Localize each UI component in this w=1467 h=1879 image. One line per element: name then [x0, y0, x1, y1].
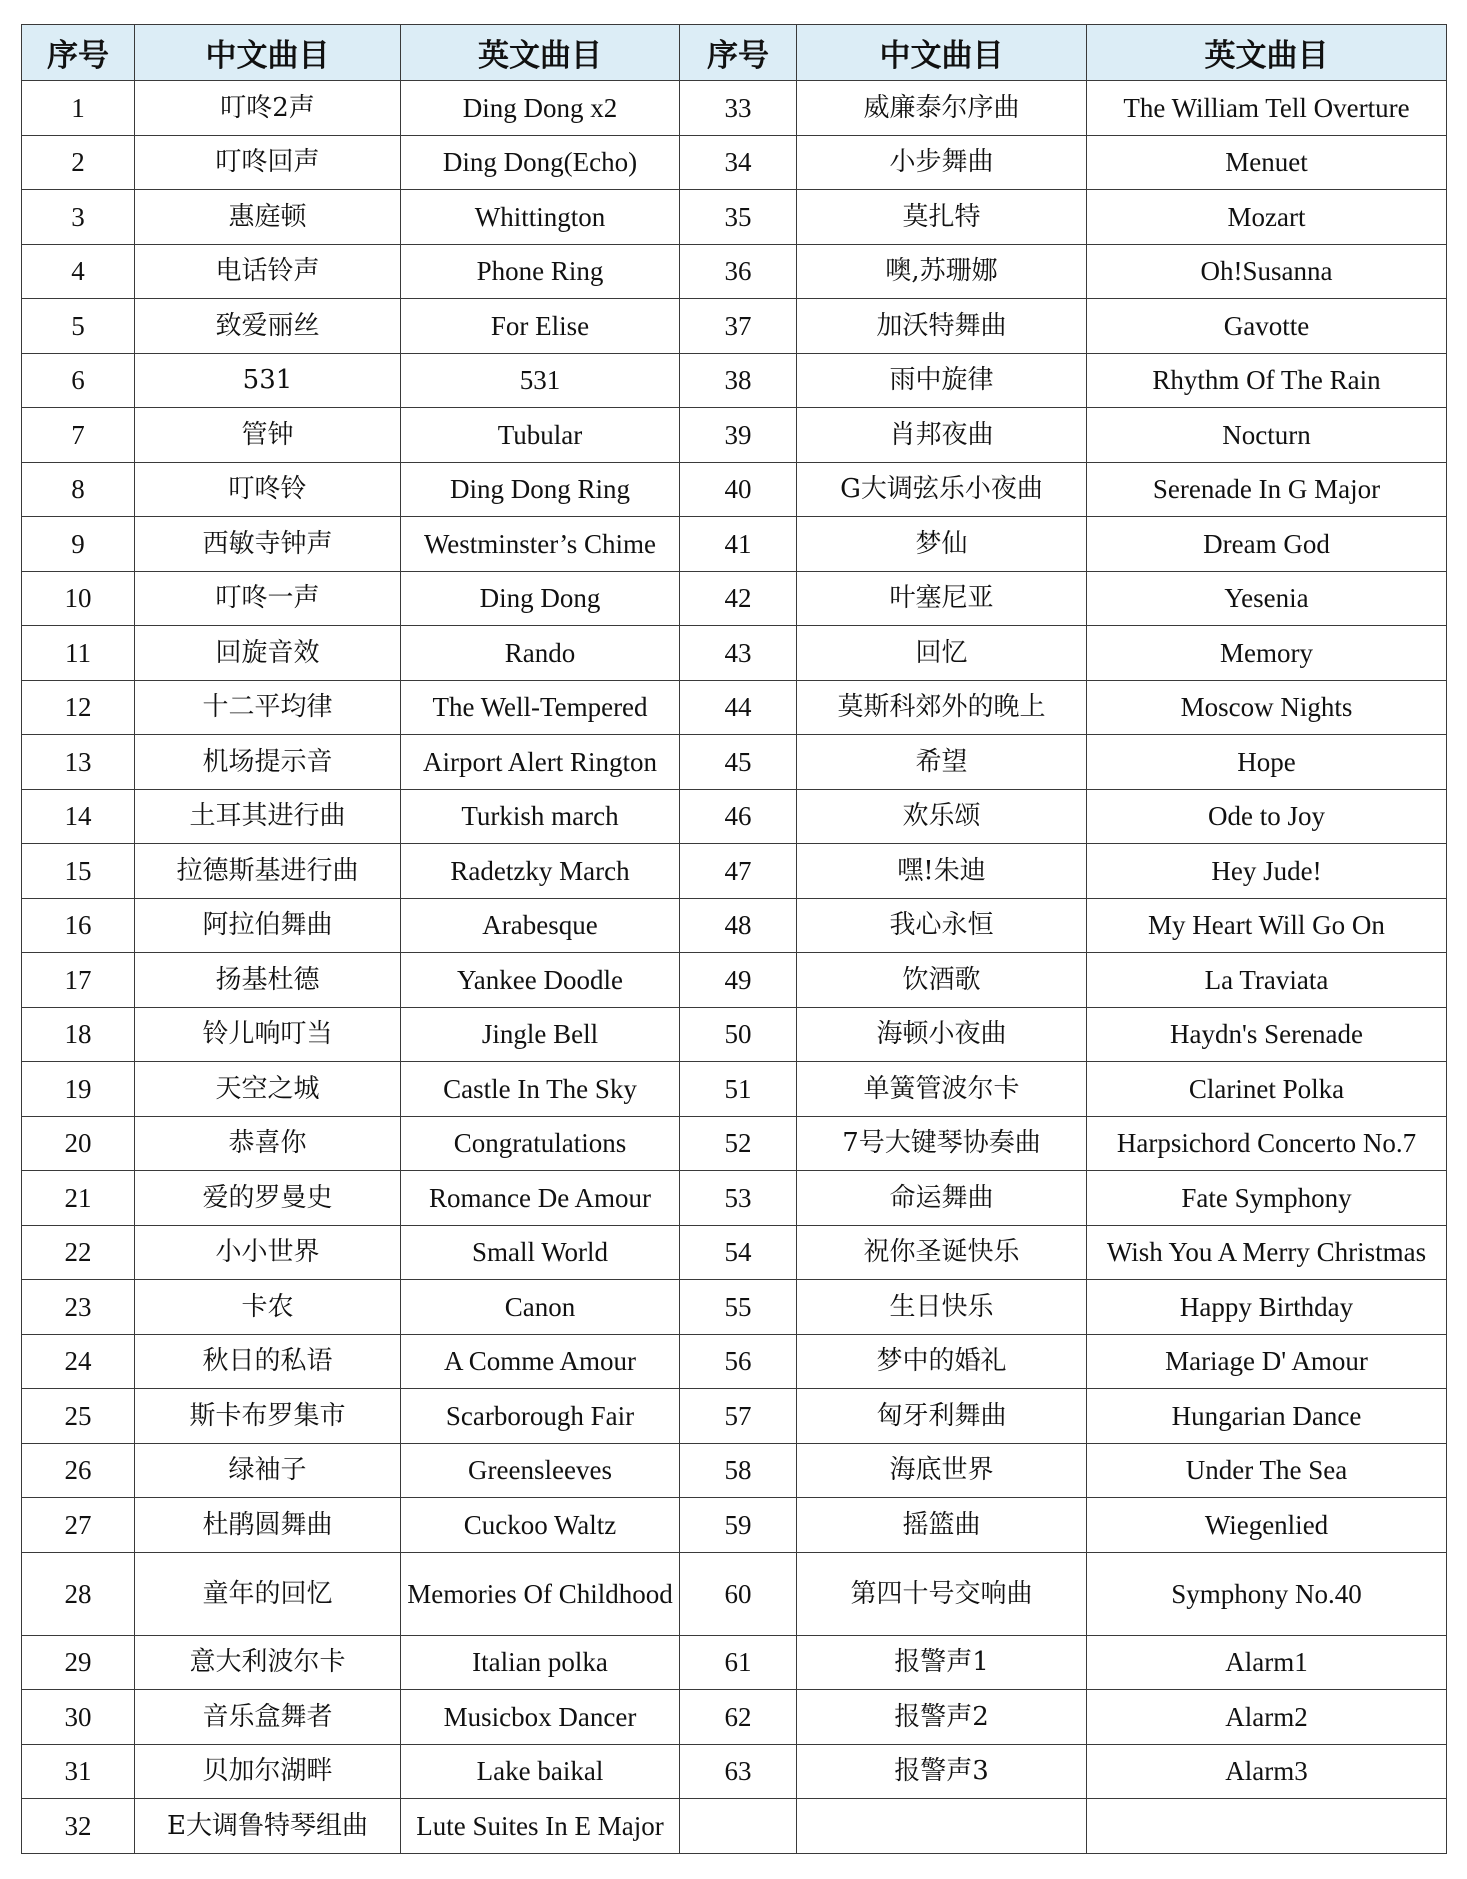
english-title-2: Gavotte — [1087, 299, 1447, 354]
english-title: Congratulations — [401, 1116, 680, 1171]
chinese-title: 阿拉伯舞曲 — [135, 898, 401, 953]
english-title: Westminster’s Chime — [401, 517, 680, 572]
english-title-2: Wiegenlied — [1087, 1498, 1447, 1553]
english-title: Tubular — [401, 408, 680, 463]
english-title: Canon — [401, 1280, 680, 1335]
chinese-title: 拉德斯基进行曲 — [135, 844, 401, 899]
chinese-title-2: 摇篮曲 — [797, 1498, 1087, 1553]
song-number-2: 51 — [680, 1062, 797, 1117]
english-title: Lake baikal — [401, 1744, 680, 1799]
song-number-2: 56 — [680, 1334, 797, 1389]
table-row — [22, 299, 1447, 354]
english-title-2: Oh!Susanna — [1087, 244, 1447, 299]
header-number-2: 序号 — [680, 25, 797, 81]
header-english-title: 英文曲目 — [401, 25, 680, 81]
song-number: 6 — [22, 353, 135, 408]
english-title-2: My Heart Will Go On — [1087, 898, 1447, 953]
song-number: 25 — [22, 1389, 135, 1444]
english-title: Greensleeves — [401, 1443, 680, 1498]
song-number: 17 — [22, 953, 135, 1008]
chinese-title-2: 莫扎特 — [797, 190, 1087, 245]
english-title-2: Memory — [1087, 626, 1447, 681]
chinese-title: 爱的罗曼史 — [135, 1171, 401, 1226]
english-title: Ding Dong Ring — [401, 462, 680, 517]
song-number-2: 52 — [680, 1116, 797, 1171]
table-row — [22, 1744, 1447, 1799]
song-number: 21 — [22, 1171, 135, 1226]
table-row — [22, 1799, 1447, 1854]
song-number: 4 — [22, 244, 135, 299]
song-number-2: 59 — [680, 1498, 797, 1553]
table-row — [22, 789, 1447, 844]
header-english-title-2: 英文曲目 — [1087, 25, 1447, 81]
song-number-2: 46 — [680, 789, 797, 844]
english-title-2: Mariage D' Amour — [1087, 1334, 1447, 1389]
english-title-2: La Traviata — [1087, 953, 1447, 1008]
english-title: Musicbox Dancer — [401, 1690, 680, 1745]
table-row — [22, 408, 1447, 463]
song-number: 28 — [22, 1552, 135, 1635]
english-title: Radetzky March — [401, 844, 680, 899]
song-number-2: 35 — [680, 190, 797, 245]
song-number: 23 — [22, 1280, 135, 1335]
table-row — [22, 680, 1447, 735]
song-number: 3 — [22, 190, 135, 245]
english-title-2: Dream God — [1087, 517, 1447, 572]
chinese-title-2: 希望 — [797, 735, 1087, 790]
english-title: Yankee Doodle — [401, 953, 680, 1008]
chinese-title-2: 威廉泰尔序曲 — [797, 81, 1087, 136]
song-number-2: 34 — [680, 135, 797, 190]
song-number: 2 — [22, 135, 135, 190]
chinese-title-2: G大调弦乐小夜曲 — [797, 462, 1087, 517]
table-row — [22, 190, 1447, 245]
english-title-2: Yesenia — [1087, 571, 1447, 626]
chinese-title: 惠庭顿 — [135, 190, 401, 245]
chinese-title-2: 报警声3 — [797, 1744, 1087, 1799]
chinese-title: 回旋音效 — [135, 626, 401, 681]
english-title: A Comme Amour — [401, 1334, 680, 1389]
song-number-2: 61 — [680, 1635, 797, 1690]
table-header — [22, 25, 1447, 81]
english-title: Airport Alert Rington — [401, 735, 680, 790]
chinese-title: 意大利波尔卡 — [135, 1635, 401, 1690]
english-title-2: Under The Sea — [1087, 1443, 1447, 1498]
chinese-title-2: 肖邦夜曲 — [797, 408, 1087, 463]
chinese-title: 铃儿响叮当 — [135, 1007, 401, 1062]
english-title-2: Hope — [1087, 735, 1447, 790]
english-title-2: Hey Jude! — [1087, 844, 1447, 899]
song-number-2: 45 — [680, 735, 797, 790]
table-row — [22, 1690, 1447, 1745]
english-title: The Well-Tempered — [401, 680, 680, 735]
song-number: 15 — [22, 844, 135, 899]
chinese-title: 天空之城 — [135, 1062, 401, 1117]
song-number-2: 39 — [680, 408, 797, 463]
english-title-2: Haydn's Serenade — [1087, 1007, 1447, 1062]
chinese-title-2: 饮酒歌 — [797, 953, 1087, 1008]
song-number: 7 — [22, 408, 135, 463]
song-number: 16 — [22, 898, 135, 953]
song-number-2: 53 — [680, 1171, 797, 1226]
song-number: 29 — [22, 1635, 135, 1690]
song-number-2: 47 — [680, 844, 797, 899]
english-title-2: Wish You A Merry Christmas — [1087, 1225, 1447, 1280]
table-row — [22, 735, 1447, 790]
song-number-2: 44 — [680, 680, 797, 735]
english-title: Castle In The Sky — [401, 1062, 680, 1117]
chinese-title-2: 报警声2 — [797, 1690, 1087, 1745]
english-title: Jingle Bell — [401, 1007, 680, 1062]
table-body — [22, 81, 1447, 1854]
song-number: 26 — [22, 1443, 135, 1498]
english-title: Arabesque — [401, 898, 680, 953]
song-number-2: 49 — [680, 953, 797, 1008]
chinese-title: 土耳其进行曲 — [135, 789, 401, 844]
english-title-2: Happy Birthday — [1087, 1280, 1447, 1335]
chinese-title: 秋日的私语 — [135, 1334, 401, 1389]
song-number: 18 — [22, 1007, 135, 1062]
song-number-2: 42 — [680, 571, 797, 626]
english-title: Turkish march — [401, 789, 680, 844]
song-number: 14 — [22, 789, 135, 844]
song-number-2: 58 — [680, 1443, 797, 1498]
song-number-2: 33 — [680, 81, 797, 136]
english-title-2: Alarm2 — [1087, 1690, 1447, 1745]
chinese-title-2: 命运舞曲 — [797, 1171, 1087, 1226]
english-title: Ding Dong(Echo) — [401, 135, 680, 190]
song-number: 9 — [22, 517, 135, 572]
english-title: Ding Dong x2 — [401, 81, 680, 136]
english-title: Cuckoo Waltz — [401, 1498, 680, 1553]
chinese-title: 小小世界 — [135, 1225, 401, 1280]
chinese-title: 扬基杜德 — [135, 953, 401, 1008]
song-number-2: 50 — [680, 1007, 797, 1062]
song-number-2: 36 — [680, 244, 797, 299]
table-row — [22, 898, 1447, 953]
song-number: 1 — [22, 81, 135, 136]
song-number-2: 48 — [680, 898, 797, 953]
english-title-2: Mozart — [1087, 190, 1447, 245]
english-title-2: Hungarian Dance — [1087, 1389, 1447, 1444]
chinese-title: 管钟 — [135, 408, 401, 463]
song-number-2: 57 — [680, 1389, 797, 1444]
header-number: 序号 — [22, 25, 135, 81]
song-number: 30 — [22, 1690, 135, 1745]
song-number-2: 37 — [680, 299, 797, 354]
english-title-2: Alarm1 — [1087, 1635, 1447, 1690]
chinese-title: 531 — [135, 353, 401, 408]
song-number: 20 — [22, 1116, 135, 1171]
song-number: 19 — [22, 1062, 135, 1117]
english-title-2: Alarm3 — [1087, 1744, 1447, 1799]
chinese-title: 西敏寺钟声 — [135, 517, 401, 572]
song-number-2 — [680, 1799, 797, 1854]
english-title-2 — [1087, 1799, 1447, 1854]
ringtone-table — [21, 24, 1447, 1854]
table-row — [22, 1280, 1447, 1335]
song-number-2: 41 — [680, 517, 797, 572]
song-number: 12 — [22, 680, 135, 735]
chinese-title: 绿袖子 — [135, 1443, 401, 1498]
english-title-2: Fate Symphony — [1087, 1171, 1447, 1226]
chinese-title-2: 嘿!朱迪 — [797, 844, 1087, 899]
song-number: 22 — [22, 1225, 135, 1280]
english-title-2: Symphony No.40 — [1087, 1552, 1447, 1635]
chinese-title: 叮咚一声 — [135, 571, 401, 626]
table-row — [22, 517, 1447, 572]
chinese-title-2: 雨中旋律 — [797, 353, 1087, 408]
chinese-title: 贝加尔湖畔 — [135, 1744, 401, 1799]
table-row — [22, 571, 1447, 626]
chinese-title-2: 噢,苏珊娜 — [797, 244, 1087, 299]
english-title: Phone Ring — [401, 244, 680, 299]
chinese-title-2: 加沃特舞曲 — [797, 299, 1087, 354]
english-title-2: Ode to Joy — [1087, 789, 1447, 844]
english-title: Ding Dong — [401, 571, 680, 626]
english-title-2: Serenade In G Major — [1087, 462, 1447, 517]
table-row — [22, 1635, 1447, 1690]
chinese-title-2: 我心永恒 — [797, 898, 1087, 953]
chinese-title-2: 匈牙利舞曲 — [797, 1389, 1087, 1444]
chinese-title-2: 梦仙 — [797, 517, 1087, 572]
chinese-title: 恭喜你 — [135, 1116, 401, 1171]
chinese-title-2: 单簧管波尔卡 — [797, 1062, 1087, 1117]
chinese-title-2: 第四十号交响曲 — [797, 1552, 1087, 1635]
table-row — [22, 462, 1447, 517]
english-title-2: Menuet — [1087, 135, 1447, 190]
table-row — [22, 1389, 1447, 1444]
english-title: Romance De Amour — [401, 1171, 680, 1226]
table-row — [22, 244, 1447, 299]
chinese-title-2: 海顿小夜曲 — [797, 1007, 1087, 1062]
chinese-title-2: 生日快乐 — [797, 1280, 1087, 1335]
english-title: Memories Of Childhood — [401, 1552, 680, 1635]
table-row — [22, 953, 1447, 1008]
header-row — [22, 25, 1447, 81]
table-row — [22, 1552, 1447, 1635]
song-number-2: 60 — [680, 1552, 797, 1635]
english-title: Scarborough Fair — [401, 1389, 680, 1444]
chinese-title-2: 回忆 — [797, 626, 1087, 681]
header-chinese-title: 中文曲目 — [135, 25, 401, 81]
chinese-title: 杜鹃圆舞曲 — [135, 1498, 401, 1553]
song-number-2: 62 — [680, 1690, 797, 1745]
chinese-title-2 — [797, 1799, 1087, 1854]
song-number-2: 43 — [680, 626, 797, 681]
chinese-title: 叮咚回声 — [135, 135, 401, 190]
chinese-title-2: 祝你圣诞快乐 — [797, 1225, 1087, 1280]
chinese-title: E大调鲁特琴组曲 — [135, 1799, 401, 1854]
english-title-2: Nocturn — [1087, 408, 1447, 463]
chinese-title: 斯卡布罗集市 — [135, 1389, 401, 1444]
english-title: For Elise — [401, 299, 680, 354]
chinese-title-2: 叶塞尼亚 — [797, 571, 1087, 626]
table-row — [22, 1116, 1447, 1171]
table-row — [22, 135, 1447, 190]
chinese-title-2: 欢乐颂 — [797, 789, 1087, 844]
english-title: Rando — [401, 626, 680, 681]
song-number-2: 63 — [680, 1744, 797, 1799]
chinese-title: 叮咚铃 — [135, 462, 401, 517]
english-title-2: Rhythm Of The Rain — [1087, 353, 1447, 408]
song-number: 27 — [22, 1498, 135, 1553]
table-row — [22, 844, 1447, 899]
chinese-title: 机场提示音 — [135, 735, 401, 790]
table-row — [22, 353, 1447, 408]
song-number-2: 55 — [680, 1280, 797, 1335]
table-row — [22, 1334, 1447, 1389]
table-row — [22, 1443, 1447, 1498]
table-row — [22, 1171, 1447, 1226]
header-chinese-title-2: 中文曲目 — [797, 25, 1087, 81]
chinese-title-2: 7号大键琴协奏曲 — [797, 1116, 1087, 1171]
english-title-2: The William Tell Overture — [1087, 81, 1447, 136]
song-number: 8 — [22, 462, 135, 517]
english-title-2: Harpsichord Concerto No.7 — [1087, 1116, 1447, 1171]
chinese-title: 电话铃声 — [135, 244, 401, 299]
table-row — [22, 1498, 1447, 1553]
song-number-2: 54 — [680, 1225, 797, 1280]
chinese-title-2: 小步舞曲 — [797, 135, 1087, 190]
song-number-2: 40 — [680, 462, 797, 517]
chinese-title: 音乐盒舞者 — [135, 1690, 401, 1745]
table-row — [22, 1007, 1447, 1062]
table-row — [22, 81, 1447, 136]
chinese-title-2: 报警声1 — [797, 1635, 1087, 1690]
chinese-title-2: 梦中的婚礼 — [797, 1334, 1087, 1389]
chinese-title: 卡农 — [135, 1280, 401, 1335]
english-title: Whittington — [401, 190, 680, 245]
song-number: 5 — [22, 299, 135, 354]
song-number: 11 — [22, 626, 135, 681]
chinese-title: 童年的回忆 — [135, 1552, 401, 1635]
table-row — [22, 1062, 1447, 1117]
chinese-title: 叮咚2声 — [135, 81, 401, 136]
table-row — [22, 1225, 1447, 1280]
english-title: Small World — [401, 1225, 680, 1280]
english-title: 531 — [401, 353, 680, 408]
song-number: 13 — [22, 735, 135, 790]
english-title-2: Clarinet Polka — [1087, 1062, 1447, 1117]
english-title: Lute Suites In E Major — [401, 1799, 680, 1854]
song-number: 32 — [22, 1799, 135, 1854]
chinese-title-2: 海底世界 — [797, 1443, 1087, 1498]
table-row — [22, 626, 1447, 681]
english-title-2: Moscow Nights — [1087, 680, 1447, 735]
english-title: Italian polka — [401, 1635, 680, 1690]
song-number: 10 — [22, 571, 135, 626]
song-number: 24 — [22, 1334, 135, 1389]
song-number: 31 — [22, 1744, 135, 1799]
chinese-title: 致爱丽丝 — [135, 299, 401, 354]
song-number-2: 38 — [680, 353, 797, 408]
chinese-title-2: 莫斯科郊外的晚上 — [797, 680, 1087, 735]
chinese-title: 十二平均律 — [135, 680, 401, 735]
